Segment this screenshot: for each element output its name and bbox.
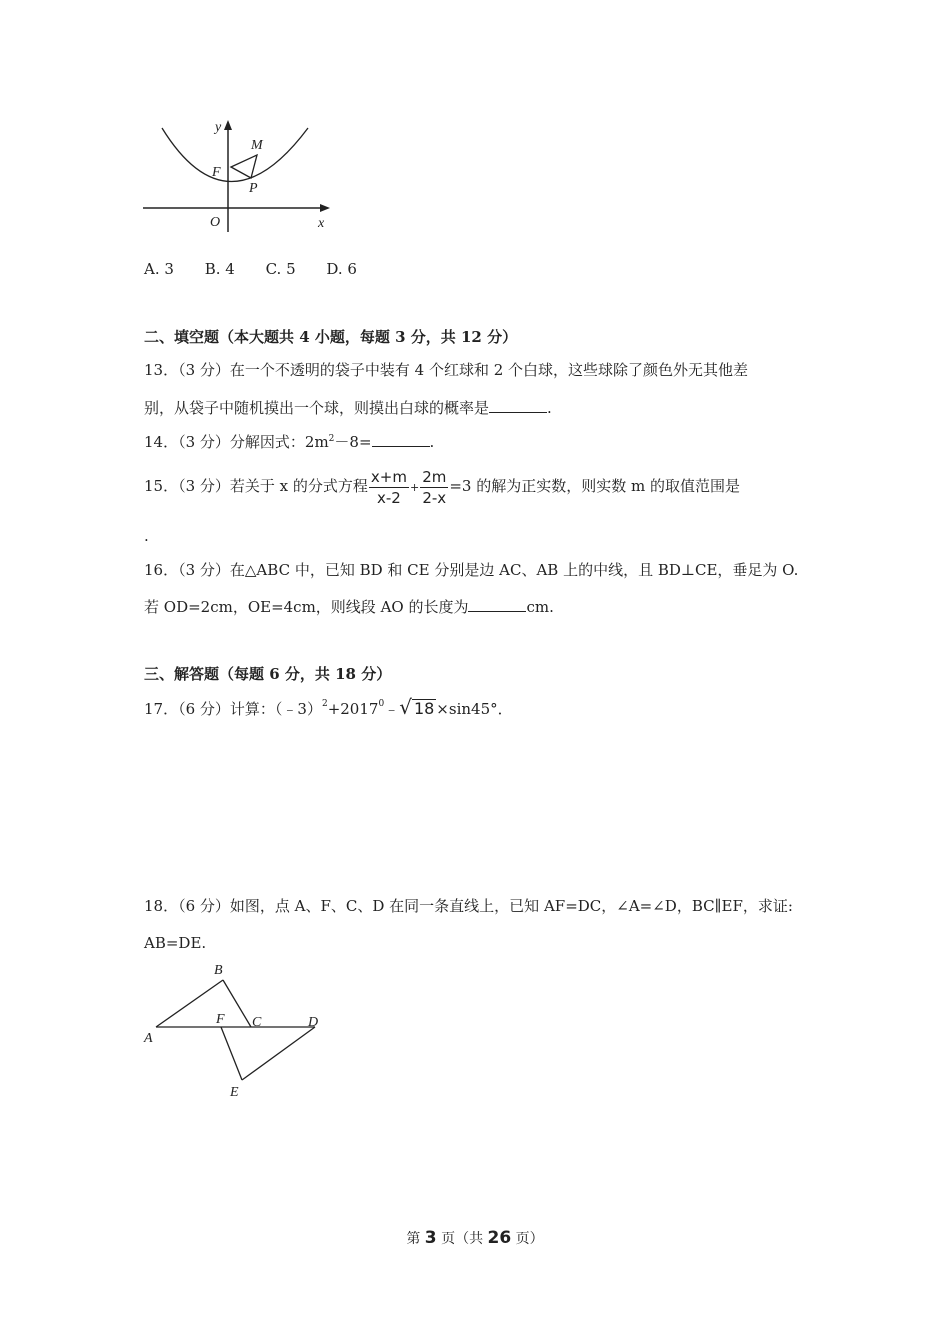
fraction-2-denominator: 2-x: [422, 488, 447, 507]
question-14-exponent: 2: [328, 434, 335, 444]
question-15-prefix: 15．（3 分）若关于 x 的分式方程: [144, 477, 368, 495]
x-axis-label: x: [318, 216, 325, 231]
fraction-1-denominator: x-2: [377, 488, 401, 507]
answer-blank-16: [468, 597, 526, 612]
footer-mid: 页（共: [436, 1231, 488, 1247]
question-17-exponent-1: 2: [321, 699, 328, 709]
question-14: [144, 432, 434, 452]
x-axis-arrow: [320, 204, 330, 212]
point-f-label: F: [212, 165, 221, 180]
question-17-suffix: ×sin45°．: [436, 700, 513, 718]
question-17-prefix: 17．（6 分）计算：（﹣3）: [144, 700, 322, 718]
question-16-unit: cm.: [526, 598, 554, 616]
footer-post: 页）: [511, 1231, 544, 1247]
point-f-label: F: [216, 1012, 225, 1027]
question-15-suffix: =3 的解为正实数，则实数 m 的取值范围是: [449, 477, 740, 495]
point-c-label: C: [252, 1015, 262, 1030]
section-fill-in-heading: 二、填空题（本大题共 4 小题，每题 3 分，共 12 分）: [144, 328, 518, 346]
question-14-end: .: [429, 433, 435, 451]
option-c: C. 5: [265, 260, 296, 278]
answer-options: [144, 259, 357, 279]
question-13-line-2: [144, 398, 552, 418]
option-b: B. 4: [204, 260, 235, 278]
question-18-line-1: 18．（6 分）如图，点 A、F、C、D 在同一条直线上，已知 AF=DC，∠A=∠D，BC∥EF，求证:: [144, 897, 793, 915]
fraction-2: [420, 467, 448, 508]
question-15-end: .: [144, 527, 149, 545]
question-18-line-2: AB=DE.: [144, 934, 207, 952]
fraction-1-numerator: x+m: [370, 467, 407, 486]
question-17-mid: +2017: [327, 700, 379, 718]
option-a: A. 3: [144, 260, 174, 278]
segment-bc: [223, 980, 251, 1027]
triangle-fmp: [231, 155, 257, 178]
question-16-line-1: 16．（3 分）在△ABC 中，已知 BD 和 CE 分别是边 AC、AB 上的中线，且 BD⊥CE，垂足为 O.: [144, 561, 799, 579]
segment-de: [242, 1027, 315, 1080]
section-solution-heading: 三、解答题（每题 6 分，共 18 分）: [144, 665, 392, 683]
point-p-label: P: [249, 181, 258, 196]
question-13-line-1: 13．（3 分）在一个不透明的袋子中装有 4 个红球和 2 个白球，这些球除了颜色外无其他差: [144, 361, 749, 379]
page-number: 3: [424, 1228, 437, 1248]
answer-blank-13: [489, 398, 547, 413]
point-a-label: A: [144, 1031, 153, 1046]
footer-pre: 第: [406, 1231, 425, 1247]
question-17-minus: ﹣: [384, 700, 400, 718]
origin-label: O: [210, 215, 221, 230]
fraction-2-numerator: 2m: [422, 467, 447, 486]
question-14-suffix: －8=: [334, 433, 372, 451]
segment-ab: [156, 980, 223, 1027]
y-axis-arrow: [224, 120, 232, 130]
option-d: D. 6: [326, 260, 357, 278]
segment-fe: [221, 1027, 242, 1080]
question-17-exponent-2: 0: [378, 699, 385, 709]
radicand: 18: [413, 699, 435, 718]
question-17: [144, 697, 513, 719]
point-b-label: B: [214, 963, 223, 978]
y-axis-label: y: [215, 120, 222, 135]
parabola-figure: [140, 115, 340, 235]
plus-sign: +: [409, 481, 420, 494]
fraction-1: [369, 467, 409, 508]
point-m-label: M: [251, 138, 263, 153]
question-13-end: .: [547, 399, 552, 417]
point-d-label: D: [308, 1015, 319, 1030]
point-e-label: E: [230, 1085, 239, 1100]
radical-sign: √: [399, 695, 412, 719]
question-16-text: 若 OD=2cm，OE=4cm，则线段 AO 的长度为: [144, 598, 469, 616]
page-total: 26: [487, 1228, 512, 1248]
answer-blank-14: [372, 432, 430, 447]
parabola-curve: [162, 128, 308, 182]
triangles-figure: [140, 958, 340, 1103]
question-16-line-2: [144, 597, 554, 617]
page-footer: [0, 1228, 950, 1248]
question-13-text: 别，从袋子中随机摸出一个球，则摸出白球的概率是: [144, 399, 490, 417]
question-14-prefix: 14．（3 分）分解因式：2m: [144, 433, 329, 451]
question-15: [144, 464, 740, 510]
